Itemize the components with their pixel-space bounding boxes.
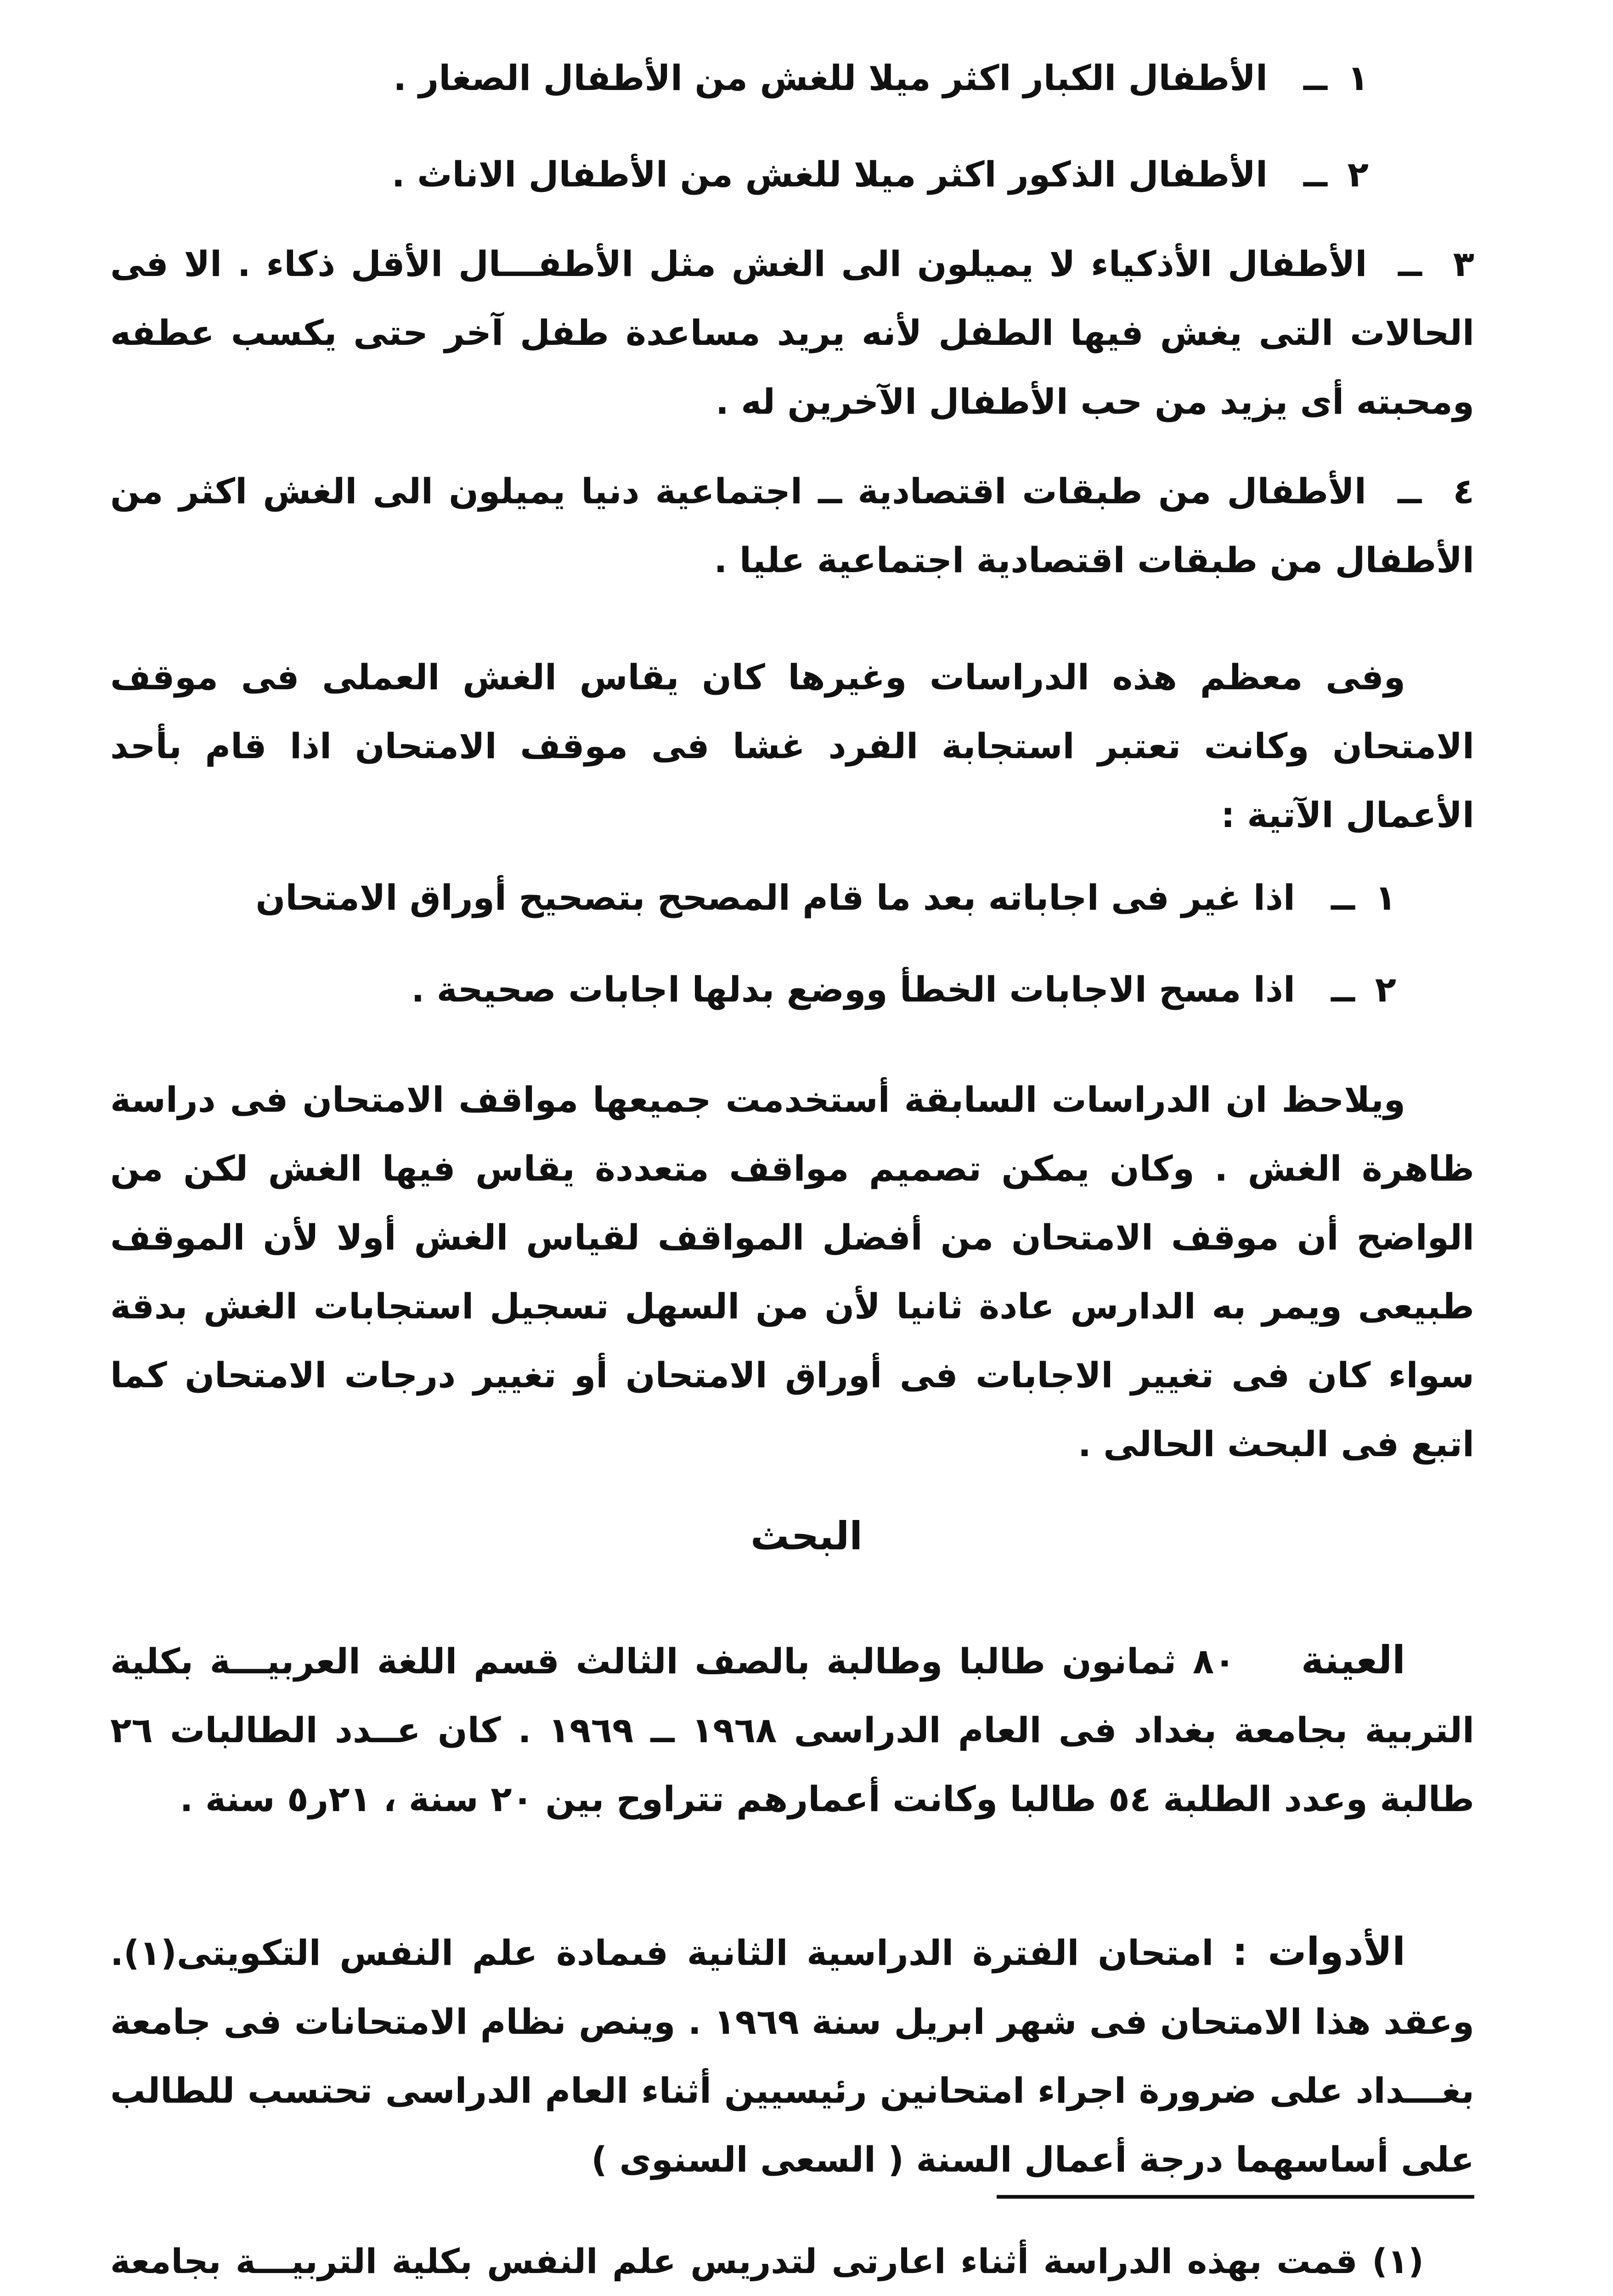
sample-label: العينة [1301, 1638, 1405, 1683]
paragraph: ويلاحظ ان الدراسات السابقة أستخدمت جميعها مواقف الامتحان فى دراسة ظاهرة الغش . وكان يمكن تصميم مواقف متعددة يقاس فيها الغش لكن من الواضح أن موقف الامتحان من أفضل المواقف لقياس الغش أولا لأن الموقف طبيعى ويمر به الدارس عادة ثانيا لأن من السهل تسجيل استجابات الغش بدقة سواء كان فى تغيير الاجابات فى أوراق الامتحان أو تغيير درجات الامتحان كما اتبع فى البحث الحالى . [110, 1079, 1474, 1464]
list-item [110, 955, 1396, 1024]
item-dash: ــ [1303, 154, 1327, 195]
item-number: ١ [1347, 57, 1369, 98]
item-dash: ــ [1382, 243, 1438, 284]
item-text: الأطفال من طبقات اقتصادية ــ اجتماعية دنيا يميلون الى الغش اكثر من الأطفال من طبقات اقتصادية اجتماعية عليا . [110, 471, 1474, 580]
sample-paragraph [110, 1626, 1474, 1834]
item-number: ٣ [1453, 243, 1474, 284]
item-text: اذا مسح الاجابات الخطأ ووضع بدلها اجابات صحيحة . [411, 969, 1295, 1010]
list-item [110, 863, 1396, 932]
item-text: الأطفال الذكور اكثر ميلا للغش من الأطفال الاناث . [391, 154, 1268, 195]
list-item [110, 140, 1369, 209]
item-text: الأطفال الأذكياء لا يميلون الى الغش مثل الأطفـــال الأقل ذكاء . الا فى الحالات التى يغش فيها الطفل لأنه يريد مساعدة طفل آخر حتى يكسب عطفه ومحبته أى يزيد من حب الأطفال الآخرين له . [110, 243, 1474, 422]
item-number: ٤ [1453, 471, 1474, 512]
list-item [110, 44, 1369, 113]
tools-text: امتحان الفترة الدراسية الثانية فىمادة علم النفس التكويتى(١). وعقد هذا الامتحان فى شهر ابريل سنة ١٩٦٩ . وينص نظام الامتحانات فى جامعة بغـــداد على ضرورة اجراء امتحانين رئيسيين أثناء العام الدراسى تحتسب للطالب على أساسهما درجة أعمال السنة ( السعى السنوى ) [110, 1932, 1474, 2180]
section-heading: البحث [750, 1514, 863, 1559]
list-item [110, 230, 1474, 436]
item-dash: ــ [1331, 969, 1355, 1010]
tools-label: الأدوات : [1232, 1929, 1405, 1974]
tools-paragraph [110, 1917, 1474, 2194]
footnote: (١) قمت بهذه الدراسة أثناء اعارتى لتدريس علم النفس بكلية التربيـــة بجامعة [110, 2242, 1424, 2281]
item-number: ٢ [1375, 969, 1396, 1010]
list-item [110, 457, 1474, 595]
item-dash: ــ [1331, 877, 1355, 918]
paragraph: وفى معظم هذه الدراسات وغيرها كان يقاس الغش العملى فى موقف الامتحان وكانت تعتبر استجابة الفرد غشا فى موقف الامتحان اذا قام بأحد الأعمال الآتية : [110, 657, 1474, 835]
sample-text: ٨٠ ثمانون طالبا وطالبة بالصف الثالث قسم اللغة العربيـــة بكلية التربية بجامعة بغداد فى العام الدراسى ١٩٦٨ ــ ١٩٦٩ . كان عــدد الطالبات ٢٦ طالبة وعدد الطلبة ٥٤ طالبا وكانت أعمارهم تتراوح بين ٢٠ سنة ، ٢١ر٥ سنة . [110, 1641, 1475, 1819]
item-number: ١ [1375, 877, 1396, 918]
item-text: اذا غير فى اجاباته بعد ما قام المصحح بتصحيح أوراق الامتحان [255, 877, 1295, 918]
footnote-rule [997, 2195, 1474, 2199]
item-number: ٢ [1347, 154, 1369, 195]
item-text: الأطفال الكبار اكثر ميلا للغش من الأطفال الصغار . [393, 57, 1268, 98]
item-dash: ــ [1303, 57, 1327, 98]
item-dash: ــ [1382, 471, 1438, 512]
